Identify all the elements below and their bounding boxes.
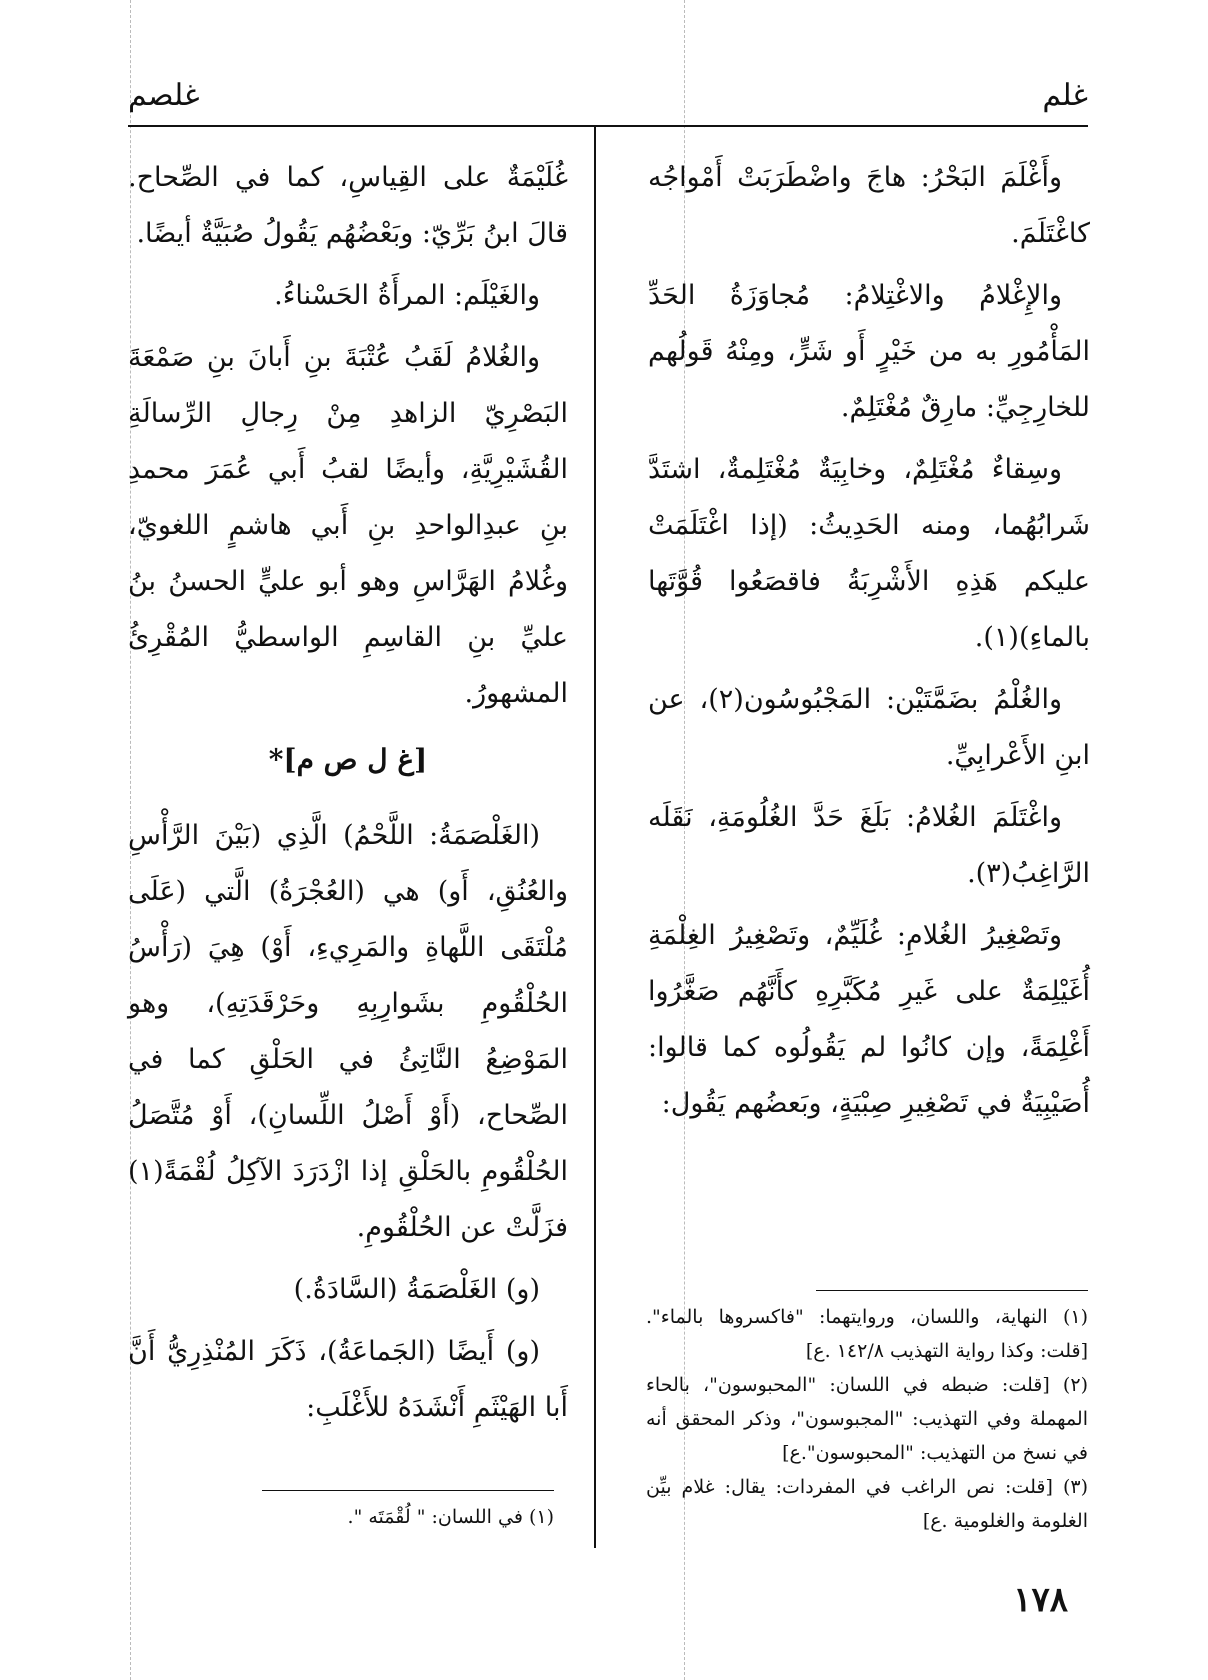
paragraph: والإِغْلامُ والاغْتِلامُ: مُجاوَزَةُ الحَدِّ المَأْمُورِ به من خَيْرٍ أَو شَرٍّ، ومِنْهُ قَولُهم للخارِجِيِّ: مارِقٌ مُغْتَلِمٌ. xyxy=(648,280,1090,423)
paragraph: وتَصْغِيرُ الغُلامِ: غُلَيِّمٌ، وتَصْغِيرُ الغِلْمَةِ أُغَيْلِمَةٌ على غَيرِ مُكَبَّرِهِ كأَنَّهُم صَغَّرُوا أَغْلِمَةً، وإن كانُوا لم يَقُولُوه كما قالوا: أُصَيْبِيَةٌ في تَصْغِيرِ صِبْيَةٍ، وبَعضُهم يَقُول: xyxy=(648,920,1090,1119)
paragraph: واغْتَلَمَ الغُلامُ: بَلَغَ حَدَّ الغُلُومَةِ، نَقَلَه الرَّاغِبُ(٣). xyxy=(648,802,1090,889)
header-rule xyxy=(128,125,1088,127)
page-number: ١٧٨ xyxy=(1013,1580,1068,1620)
footnote-rule-left xyxy=(262,1490,554,1491)
left-column xyxy=(128,150,568,1442)
column-divider xyxy=(594,126,596,1548)
footnote-rule-right xyxy=(816,1290,1088,1291)
header-right-word: غلم xyxy=(1042,78,1088,113)
paragraph: غُلَيْمَةٌ على القِياسِ، كما في الصِّحاح. قالَ ابنُ بَرِّيّ: وبَعْضُهُم يَقُولُ صُبَيَّةٌ أيضًا. xyxy=(128,162,568,249)
entry-heading: [غ ل ص م]* xyxy=(268,743,428,776)
header-left-word: غلصم xyxy=(128,78,200,113)
footnote: (١) النهاية، واللسان، وروايتهما: "فاكسروها بالماء". [قلت: وكذا رواية التهذيب ١٤٢/٨ .ع] xyxy=(646,1306,1088,1362)
paragraph: والغَيْلَم: المرأَةُ الحَسْناءُ. xyxy=(274,280,540,311)
paragraph: والغُلْمُ بضَمَّتَيْن: المَجْبُوسُون(٢)، عن ابنِ الأَعْرابِيِّ. xyxy=(648,684,1090,771)
paragraph: والغُلامُ لَقَبُ عُتْبَةَ بنِ أَبانَ بنِ صَمْعَةَ البَصْرِيّ الزاهدِ مِنْ رِجالِ الرِّسالَةِ القُشَيْرِيَّةِ، وأيضًا لقبُ أَبي عُمَرَ محمدِ بنِ عبدِالواحدِ بنِ أَبي هاشمٍ اللغويّ، وغُلامُ الهَرَّاسِ وهو أبو عليٍّ الحسنُ بنُ عليِّ بنِ القاسِمِ الواسطيُّ المُقْرِئُ المشهورُ. xyxy=(128,342,568,709)
footnote: (٢) [قلت: ضبطه في اللسان: "المحبوسون"، بالحاء المهملة وفي التهذيب: "المجبوسون"، وذكر المحقق أنه في نسخ من التهذيب: "المحبوسون".ع] xyxy=(646,1374,1088,1464)
right-column xyxy=(648,150,1090,1138)
footnote: (٣) [قلت: نص الراغب في المفردات: يقال: غلام بيِّن الغلومة والغلومية .ع] xyxy=(646,1476,1088,1532)
paragraph: (و) الغَلْصَمَةُ (السَّادَةُ.) xyxy=(293,1274,540,1305)
paragraph: وأَغْلَمَ البَحْرُ: هاجَ واضْطَرَبَتْ أَمْواجُه كاغْتَلَمَ. xyxy=(648,162,1090,249)
paragraph: (الغَلْصَمَةُ: اللَّحْمُ) الَّذِي (بَيْنَ الرَّأْسِ والعُنُقِ، أَو) هي (العُجْرَةُ) الَّتي (عَلَى مُلْتَقَى اللَّهاةِ والمَرِيءِ، أَوْ) هِيَ (رَأْسُ الحُلْقُومِ بشَوارِبِهِ وحَرْقَدَتِهِ)، وهو المَوْضِعُ النَّاتِئُ في الحَلْقِ كما في الصِّحاح، (أَوْ أَصْلُ اللِّسانِ)، أَوْ مُتَّصَلُ الحُلْقُومِ بالحَلْقِ إذا ازْدَرَدَ الآكِلُ لُقْمَةً(١) فزَلَّتْ عن الحُلْقُومِ. xyxy=(128,820,568,1243)
footnotes-left xyxy=(262,1500,554,1534)
paragraph: (و) أَيضًا (الجَماعَةُ)، ذَكَرَ المُنْذِرِيُّ أَنَّ أَبا الهَيْثَمِ أَنْشَدَهُ للأَغْلَبِ: xyxy=(128,1336,568,1423)
paragraph: وسِقاءٌ مُغْتَلِمٌ، وخابِيَةٌ مُغْتَلِمةٌ، اشتَدَّ شَرابُهُما، ومنه الحَدِيثُ: (إذا اغْتَلَمَتْ عليكم هَذِهِ الأَشْرِبَةُ فاقصَعُوا قُوَّتَها بالماءِ)(١). xyxy=(648,454,1090,653)
footnotes-right xyxy=(646,1300,1088,1538)
footnote: (١) في اللسان: " لُقْمَتَه ". xyxy=(347,1506,554,1528)
